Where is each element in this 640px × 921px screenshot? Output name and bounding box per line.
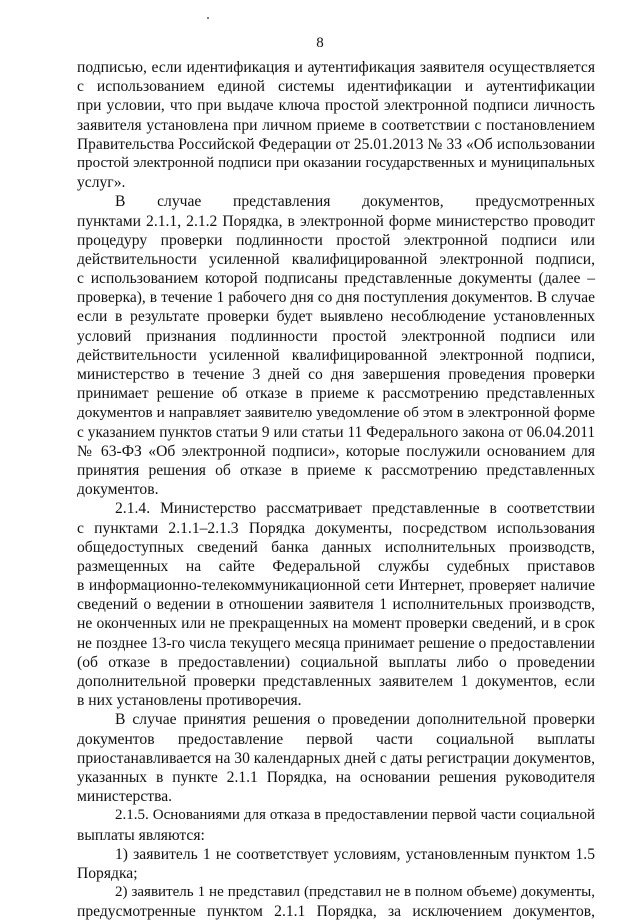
text-line: выплаты являются:: [77, 826, 205, 844]
text-line: Правительства Российской Федерации от 25.01.2013 № 33 «Об использовании: [77, 135, 595, 153]
text-line: пунктами 2.1.1, 2.1.2 Порядка, в электронной форме министерство проводит: [77, 212, 595, 230]
page-number: 8: [316, 35, 324, 51]
paragraph-p4: [77, 710, 595, 806]
text-line: министерства.: [77, 788, 173, 806]
text-line: заявителя установлена при личном приеме в соответствии с постановлением: [77, 116, 595, 134]
text-line: услуг».: [77, 174, 126, 192]
text-line: сведений о ведении в отношении заявителя 1 исполнительных производств,: [77, 596, 595, 614]
text-line: документов предоставление первой части социальной выплаты: [77, 730, 595, 748]
text-line: действительности усиленной квалифицированной электронной подписи,: [77, 346, 595, 364]
text-line: подписью, если идентификация и аутентификация заявителя осуществляется: [77, 59, 595, 76]
text-line: дополнительной проверки представленных заявителем 1 документов, если: [77, 673, 595, 690]
text-line: общедоступных сведений банка данных исполнительных производств,: [77, 538, 595, 556]
text-line: документов.: [77, 481, 159, 499]
text-line: № 63-ФЗ «Об электронной подписи», которые послужили основанием для: [77, 442, 595, 460]
text-line: В случае представления документов, предусмотренных: [115, 193, 595, 211]
text-line: не позднее 13-го числа текущего месяца принимает решение о предоставлении: [77, 634, 595, 652]
text-line: принятия решения об отказе в приеме к рассмотрению представленных: [77, 461, 595, 479]
scan-speck: [207, 17, 209, 19]
text-line: с использованием единой системы идентификации и аутентификации: [77, 78, 595, 96]
text-line: предусмотренные пунктом 2.1.1 Порядка, за исключением документов,: [77, 903, 595, 921]
text-line: в них установлены противоречия.: [77, 692, 302, 710]
text-line: министерство в течение 3 дней со дня завершения проведения проверки: [77, 366, 595, 383]
text-line: если в результате проверки будет выявлено несоблюдение установленных: [77, 308, 595, 326]
paragraph-p5: [77, 806, 595, 844]
text-line: принимает решение об отказе в приеме к рассмотрению представленных: [77, 385, 595, 403]
text-line: при условии, что при выдаче ключа простой электронной подписи личность: [77, 97, 595, 115]
text-line: условий признания подлинности простой электронной подписи или: [77, 327, 595, 345]
text-line: (об отказе в предоставлении) социальной выплаты либо о проведении: [77, 653, 595, 671]
text-line: простой электронной подписи при оказании государственных и муниципальных: [77, 154, 595, 171]
text-line: действительности усиленной квалифицированной электронной подписи,: [77, 250, 595, 268]
text-line: 1) заявитель 1 не соответствует условиям, установленным пунктом 1.5: [115, 845, 595, 863]
text-line: с указанием пунктов статьи 9 или статьи 11 Федерального закона от 06.04.2011: [77, 423, 595, 441]
text-line: не оконченных или не прекращенных на момент проверки сведений, и в срок: [77, 615, 595, 633]
text-line: проверка), в течение 1 рабочего дня со дня поступления документов. В случае: [77, 289, 595, 307]
text-line: 2) заявитель 1 не представил (представил не в полном объеме) документы,: [115, 884, 595, 901]
paragraph-p3: [77, 499, 595, 710]
text-line: Порядка;: [77, 864, 138, 882]
text-line: 2.1.4. Министерство рассматривает представленные в соответствии: [115, 500, 595, 518]
text-line: приостанавливается на 30 календарных дней с даты регистрации документов,: [77, 749, 595, 767]
text-line: указанных в пункте 2.1.1 Порядка, на основании решения руководителя: [77, 768, 595, 786]
text-line: 2.1.5. Основаниями для отказа в предоставлении первой части социальной: [115, 807, 595, 824]
paragraph-p6: [77, 845, 595, 883]
text-line: в информационно-телекоммуникационной сети Интернет, проверяет наличие: [77, 577, 595, 595]
paragraph-p7: [77, 883, 595, 921]
text-line: с пунктами 2.1.1–2.1.3 Порядка документы, посредством использования: [77, 519, 595, 537]
text-line: документов и направляет заявителю уведомление об этом в электронной форме: [77, 404, 595, 422]
text-line: В случае принятия решения о проведении дополнительной проверки: [115, 711, 595, 729]
document-body: [77, 58, 595, 921]
paragraph-p2: [77, 192, 595, 499]
text-line: процедуру проверки подлинности простой электронной подписи или: [77, 231, 595, 249]
text-line: размещенных на сайте Федеральной службы судебных приставов: [77, 557, 595, 575]
paragraph-p1: [77, 58, 595, 192]
text-line: с использованием которой подписаны представленные документы (далее –: [77, 270, 595, 288]
